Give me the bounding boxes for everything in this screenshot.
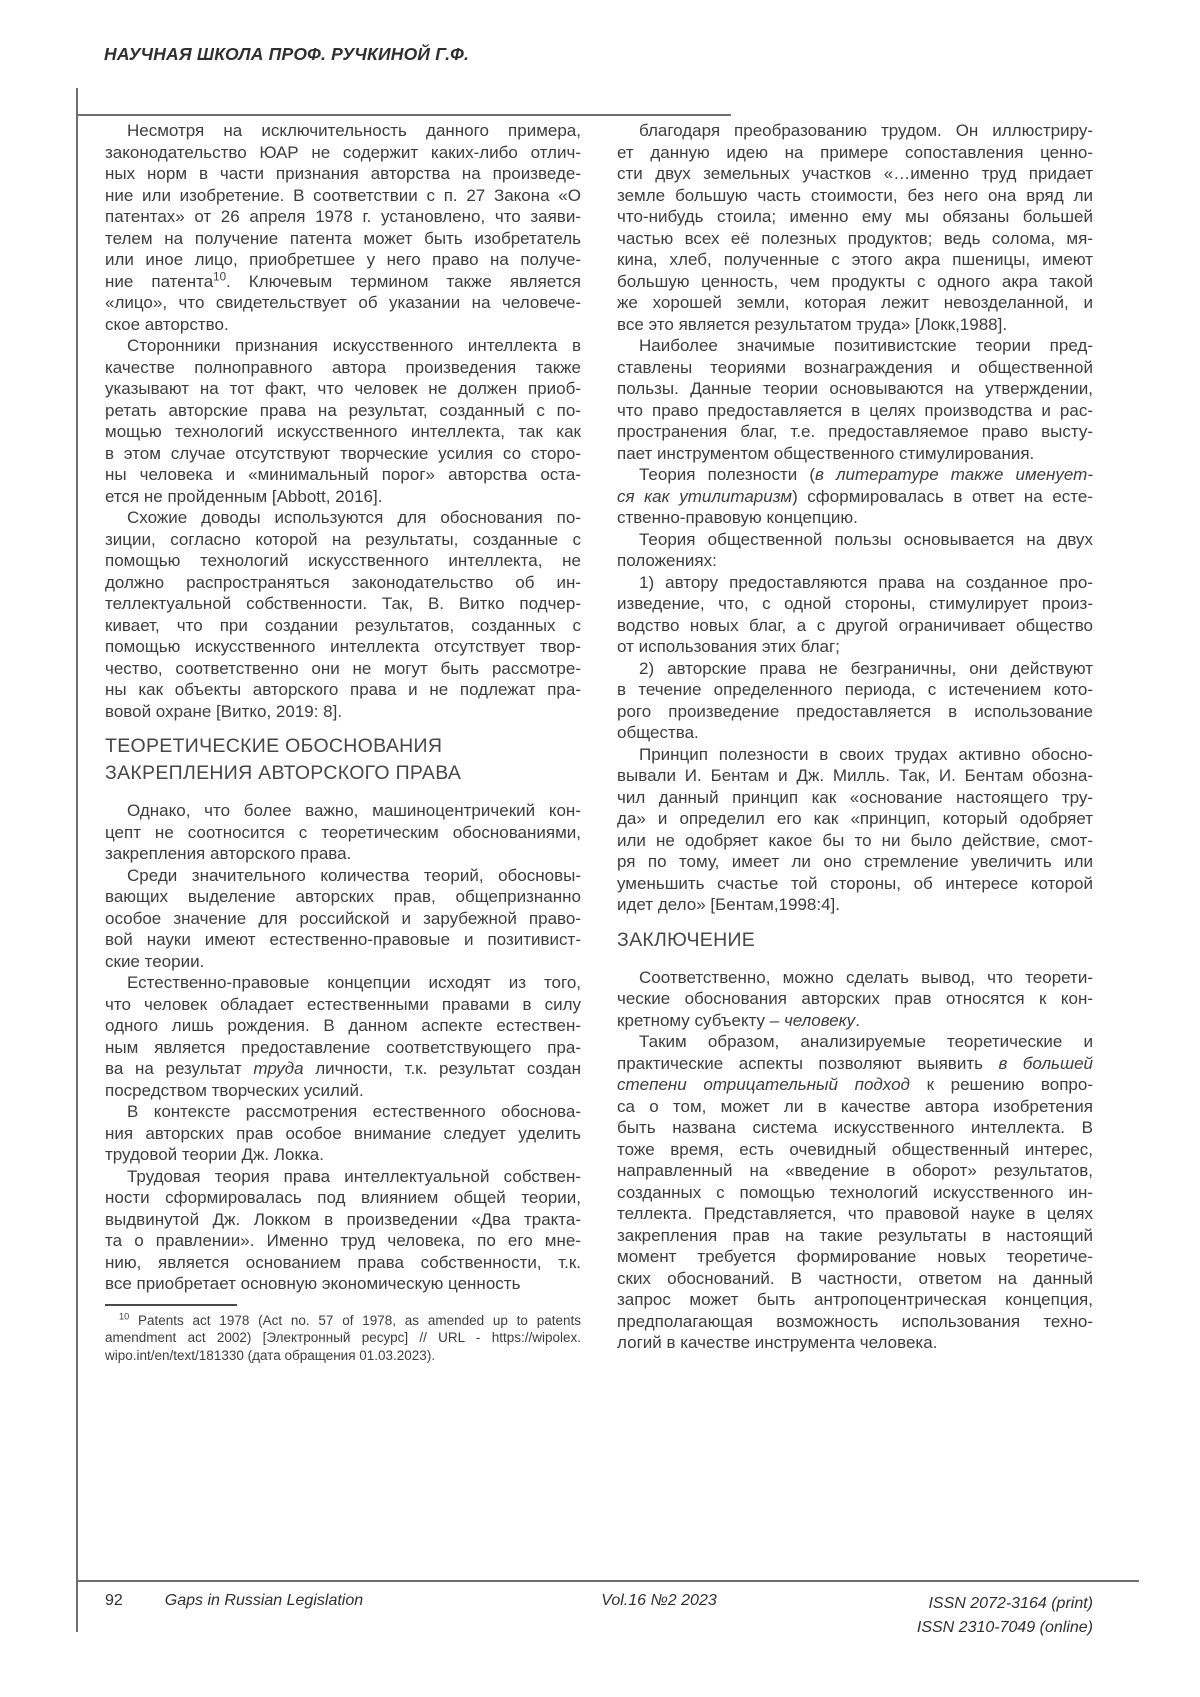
text-line: кретному субъекту – человеку. <box>617 1010 860 1030</box>
text-line: та о правлении». Именно труд человека, по его мне- <box>105 1231 581 1250</box>
text-line: что-нибудь стоила; именно ему мы обязаны большей <box>617 207 1093 226</box>
text-line: ны как объекты авторского права и не подлежат пра- <box>105 680 581 699</box>
issn-online: ISSN 2310-7049 (online) <box>916 1619 1093 1636</box>
text-line: посредством творческих усилий. <box>105 1080 364 1100</box>
issn-print: ISSN 2072-3164 (print) <box>928 1595 1093 1612</box>
text-line: закрепления авторского права. <box>105 844 352 863</box>
text-line: логий в качестве инструмента человека. <box>617 1333 938 1352</box>
text-line: частью всех её полезных продуктов; ведь солома, мя- <box>617 228 1093 248</box>
text-line: идет дело» [Бентам,1998:4]. <box>617 895 840 914</box>
text-line: зиции, согласно которой на результаты, созданные с <box>105 529 581 549</box>
text-line: вой науки имеют естественно-правовые и позитивист- <box>105 930 581 949</box>
text-line: ственно-правовую концепцию. <box>617 508 858 527</box>
text-line: благодаря преобразованию трудом. Он иллюстриру- <box>639 121 1093 140</box>
text-line: должно распространяться законодательство об ин- <box>105 572 581 592</box>
text-line: са о том, может ли в качестве автора изобретения <box>617 1096 1093 1116</box>
text-line: тоже время, есть очевидный общественный интерес, <box>617 1139 1093 1159</box>
journal-title: Gaps in Russian Legislation <box>164 1592 364 1609</box>
text-line: теллекта. Представляется, что правовой науке в целях <box>617 1204 1093 1223</box>
text-line: телем на получение патента может быть изобретатель <box>105 228 581 248</box>
paragraph <box>617 464 1093 529</box>
footnote-separator <box>105 1304 237 1306</box>
page-number: 92 <box>105 1592 123 1609</box>
text-line: или иное лицо, приобретшее у него право на получе- <box>105 250 581 269</box>
paragraph <box>105 1166 581 1295</box>
text-line: или не одобряет какое бы то ни было действие, смот- <box>617 830 1093 850</box>
text-line: рого произведение предоставляется в использование <box>617 701 1093 721</box>
text-line: степени отрицательный подход к решению вопро- <box>617 1075 1093 1094</box>
paragraph <box>105 972 581 1101</box>
footnote <box>105 1312 581 1365</box>
text-line: же хорошей земли, которая лежит невозделанной, и <box>617 293 1093 312</box>
text-line: Однако, что более важно, машиноцентричекий кон- <box>127 801 581 820</box>
text-line: сти двух земельных участков «…именно труд придает <box>617 164 1093 183</box>
text-line: ТЕОРЕТИЧЕСКИЕ ОБОСНОВАНИЯ <box>105 735 443 757</box>
article-body <box>105 120 1093 1364</box>
footer-rule <box>77 1580 1139 1582</box>
text-line: трудовой теории Дж. Локка. <box>105 1145 324 1164</box>
text-line: патентах» от 26 апреля 1978 г. установлено, что заяви- <box>105 207 581 226</box>
text-line: «лицо», что свидетельствует об указании на человече- <box>105 293 581 312</box>
text-line: указывают на тот факт, что человек не должен приоб- <box>105 379 581 398</box>
section-heading <box>105 733 581 787</box>
text-line: уменьшить счастье той стороны, об интересе которой <box>617 873 1093 893</box>
text-line: Несмотря на исключительность данного примера, <box>127 121 581 140</box>
text-line: вывали И. Бентам и Дж. Милль. Так, И. Бентам обозна- <box>617 766 1093 785</box>
text-line: цепт не соотносится с теоретическим обоснованиями, <box>105 822 581 842</box>
text-line: созданных с помощью технологий искусственного ин- <box>617 1182 1093 1202</box>
text-line: пространения благ, т.е. предоставляемое право высту- <box>617 422 1093 441</box>
text-line: ставлены теориями вознаграждения и общественной <box>617 357 1093 377</box>
text-line: что право предоставляется в целях производства и рас- <box>617 400 1093 420</box>
text-line: wipo.int/en/text/181330 (дата обращения 01.03.2023). <box>105 1347 436 1363</box>
left-margin-rule <box>76 88 78 1632</box>
text-line: $^{10}$ Patents act 1978 (Act no. 57 of 1978, as amended up to patents <box>119 1311 581 1328</box>
paragraph <box>617 658 1093 744</box>
footer-left <box>105 1592 475 1610</box>
text-line: ЗАКРЕПЛЕНИЯ АВТОРСКОГО ПРАВА <box>105 762 462 784</box>
text-line: быть названа система искусственного интеллекта. В <box>617 1118 1093 1137</box>
text-line: ское авторство. <box>105 314 229 334</box>
text-line: практические аспекты позволяют выявить в большей <box>617 1053 1093 1073</box>
text-line: да» и определил его как «принцип, который одобряет <box>617 809 1093 828</box>
text-line: теллектуальной собственности. Так, В. Витко подчер- <box>105 594 581 613</box>
text-line: ны человека и «минимальный порог» авторства оста- <box>105 465 581 484</box>
paragraph <box>105 120 581 335</box>
text-line: Естественно-правовые концепции исходят из того, <box>127 973 581 992</box>
text-line: законодательство ЮАР не содержит каких-либо отлич- <box>105 142 581 162</box>
text-line: в этом случае отсутствуют творческие усилия со сторо- <box>105 443 581 463</box>
text-line: ские теории. <box>105 951 205 971</box>
text-line: amendment act 2002) [Электронный ресурс] // URL - https://wipolex. <box>105 1330 581 1346</box>
paragraph <box>617 335 1093 464</box>
text-line: кивает, что при создании результатов, созданных с <box>105 615 581 635</box>
text-line: Теория общественной пользы основывается на двух <box>639 529 1093 549</box>
text-line: 1) автору предоставляются права на созданное про- <box>639 572 1093 592</box>
text-line: вающих выделение авторских прав, общепризнанно <box>105 887 581 906</box>
text-line: чил данный принцип как «основание настоящего тру- <box>617 787 1093 807</box>
text-line: предполагающая возможность использования техно- <box>617 1311 1093 1331</box>
text-line: от использования этих благ; <box>617 637 840 656</box>
paragraph <box>105 800 581 865</box>
running-head: НАУЧНАЯ ШКОЛА ПРОФ. РУЧКИНОЙ Г.Ф. <box>104 44 470 64</box>
volume-issue: Vol.16 №2 2023 <box>601 1592 717 1609</box>
text-line: ется не пройденным [Abbott, 2016]. <box>105 486 383 506</box>
text-line: пользы. Данные теории основываются на утверждении, <box>617 379 1093 398</box>
text-line: водство новых благ, а с другой ограничивает общество <box>617 615 1093 635</box>
text-line: Трудовая теория права интеллектуальной собствен- <box>127 1166 581 1186</box>
text-line: момент требуется формирование новых теоретиче- <box>617 1247 1093 1266</box>
text-line: нию, является основанием права собственности, т.к. <box>105 1252 581 1272</box>
paragraph <box>617 529 1093 572</box>
text-line: в течение определенного периода, с истечением кото- <box>617 680 1093 699</box>
text-line: одного лишь рождения. В данном аспекте естествен- <box>105 1016 581 1035</box>
text-line: изведение, что, с одной стороны, стимулирует произ- <box>617 594 1093 613</box>
text-line: Наиболее значимые позитивистские теории пред- <box>639 336 1093 355</box>
text-line: ря по тому, имеет ли оно стремление увеличить или <box>617 852 1093 871</box>
text-line: запрос может быть антропоцентрическая концепция, <box>617 1290 1093 1309</box>
text-line: помощью искусственного интеллекта отсутствует твор- <box>105 637 581 656</box>
text-line: Таким образом, анализируемые теоретические и <box>639 1032 1093 1051</box>
paragraph <box>617 572 1093 658</box>
text-line: В контексте рассмотрения естественного обоснова- <box>127 1102 581 1121</box>
text-line: ретать авторские права на результат, созданный с по- <box>105 400 581 420</box>
text-line: выдвинутой Дж. Локком в произведении «Два тракта- <box>105 1209 581 1229</box>
text-line: направленный на «введение в оборот» результатов, <box>617 1161 1093 1180</box>
text-line: что человек обладает естественными правами в силу <box>105 994 581 1014</box>
text-line: ности сформировалась под влиянием общей теории, <box>105 1188 581 1207</box>
text-line: Теория полезности (в литературе также именует- <box>639 465 1093 484</box>
text-line: особое значение для российской и зарубежной право- <box>105 908 581 928</box>
text-line: ва на результат труда личности, т.к. результат создан <box>105 1059 581 1078</box>
text-line: ния авторских прав особое внимание следует уделить <box>105 1123 581 1143</box>
page-footer <box>105 1592 1093 1640</box>
text-line: земле большую часть стоимости, без него она вряд ли <box>617 185 1093 205</box>
text-line: ческие обоснования авторских прав относятся к кон- <box>617 989 1093 1008</box>
text-line: положениях: <box>617 551 717 570</box>
text-line: Среди значительного количества теорий, обосновы- <box>127 865 581 885</box>
text-line: вовой охране [Витко, 2019: 8]. <box>105 701 343 721</box>
text-line: ЗАКЛЮЧЕНИЕ <box>617 928 756 951</box>
paragraph <box>617 744 1093 916</box>
paragraph <box>105 507 581 722</box>
text-line: 2) авторские права не безграничны, они действуют <box>639 658 1093 678</box>
text-line: ся как утилитаризм) сформировалась в ответ на есте- <box>617 486 1093 506</box>
footer-issn <box>843 1592 1093 1640</box>
paragraph <box>617 1031 1093 1354</box>
text-line: ние патента$^{10}$. Ключевым термином также является <box>105 270 581 291</box>
text-line: Сторонники признания искусственного интеллекта в <box>127 336 581 355</box>
text-line: Соответственно, можно сделать вывод, что теорети- <box>639 967 1093 987</box>
text-line: мощью технологий искусственного интеллекта, так как <box>105 422 581 441</box>
text-line: ных норм в части признания авторства на произведе- <box>105 164 581 183</box>
text-line: все это является результатом труда» [Локк,1988]. <box>617 314 1008 334</box>
paragraph <box>105 865 581 973</box>
text-line: ет данную идею на примере сопоставления ценно- <box>617 142 1093 162</box>
paragraph <box>617 120 1093 335</box>
text-line: ских обоснований. В частности, ответом на данный <box>617 1268 1093 1288</box>
paragraph <box>105 1101 581 1166</box>
header-rule <box>77 114 731 116</box>
text-line: пает инструментом общественного стимулирования. <box>617 443 1035 463</box>
text-line: Принцип полезности в своих трудах активно обосно- <box>639 744 1093 764</box>
text-line: помощью технологий искусственного интеллекта, не <box>105 551 581 570</box>
text-line: закрепления прав на такие результаты в настоящий <box>617 1225 1093 1245</box>
text-line: кина, хлеб, полученные с этого акра пшеницы, имеют <box>617 250 1093 269</box>
paragraph <box>105 335 581 507</box>
text-line: общества. <box>617 723 699 742</box>
text-line: ние или изобретение. В соответствии с п. 27 Закона «О <box>105 185 581 205</box>
section-heading <box>617 927 1093 954</box>
paragraph <box>617 967 1093 1032</box>
right-column <box>617 120 1093 1364</box>
text-line: качестве полноправного автора произведения также <box>105 357 581 377</box>
text-line: ным является предоставление соответствующего пра- <box>105 1037 581 1057</box>
left-column <box>105 120 581 1364</box>
text-line: все приобретает основную экономическую ценность <box>105 1274 521 1293</box>
text-line: Схожие доводы используются для обоснования по- <box>127 508 581 527</box>
text-line: чество, соответственно они не могут быть рассмотре- <box>105 658 581 678</box>
text-line: большую ценность, чем продукты с одного акра такой <box>617 271 1093 291</box>
